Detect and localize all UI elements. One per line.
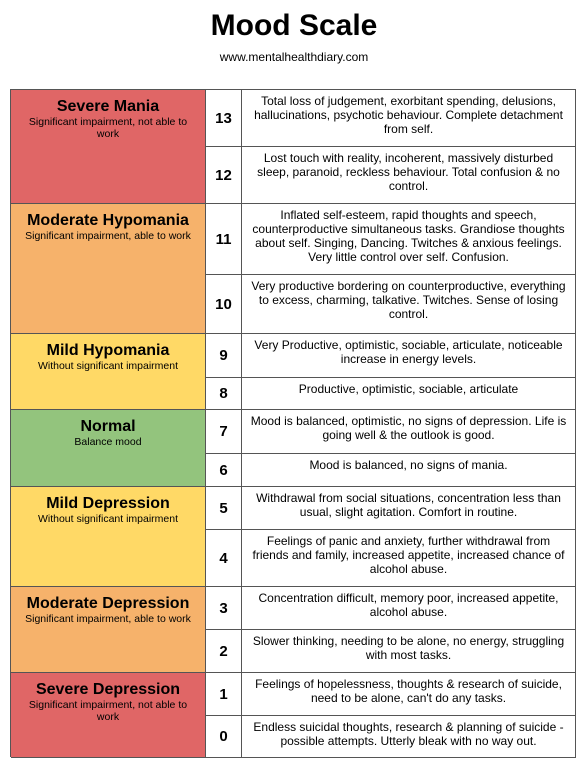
category-name: Severe Depression <box>35 681 181 698</box>
table-row <box>11 410 576 454</box>
table-row <box>11 673 576 716</box>
level-number: 2 <box>206 630 242 673</box>
level-description: Mood is balanced, optimistic, no signs of depression. Life is going well & the outlook is good. <box>242 410 576 454</box>
level-description: Concentration difficult, memory poor, increased appetite, alcohol abuse. <box>242 587 576 630</box>
category-description: Significant impairment, able to work <box>25 613 191 625</box>
level-number: 0 <box>206 716 242 758</box>
level-number: 7 <box>206 410 242 454</box>
category-description: Without significant impairment <box>37 513 179 525</box>
source-url: www.mentalhealthdiary.com <box>219 50 369 64</box>
table-row <box>11 275 576 334</box>
level-description: Total loss of judgement, exorbitant spending, delusions, hallucinations, psychotic behaviour. Complete detachment from self. <box>242 90 576 147</box>
level-number: 9 <box>206 334 242 378</box>
level-description: Very productive bordering on counterproductive, everything to excess, charming, talkative. Twitches. Sense of losing control. <box>242 275 576 334</box>
table-row <box>11 487 576 530</box>
category-name: Mild Depression <box>46 495 170 512</box>
category-name: Mild Hypomania <box>46 342 170 359</box>
level-description: Productive, optimistic, sociable, articulate <box>242 378 576 410</box>
table-row <box>11 530 576 587</box>
level-number: 4 <box>206 530 242 587</box>
table-row <box>11 454 576 487</box>
table-row <box>11 204 576 275</box>
table-row <box>11 378 576 410</box>
level-description: Feelings of panic and anxiety, further withdrawal from friends and family, increased appetite, increased chance of alcohol abuse. <box>242 530 576 587</box>
level-number: 3 <box>206 587 242 630</box>
category-name: Moderate Depression <box>26 595 190 612</box>
page-title: Mood Scale <box>210 9 378 42</box>
level-description: Inflated self-esteem, rapid thoughts and speech, counterproductive simultaneous tasks. Grandiose thoughts about self. Singing, Dancing. Twitches & anxious feelings. Very little control over self. Confusion. <box>242 204 576 275</box>
table-row <box>11 90 576 147</box>
level-number: 5 <box>206 487 242 530</box>
category-name: Normal <box>80 418 136 435</box>
category-description: Balance mood <box>74 436 142 448</box>
category-description: Significant impairment, not able to work <box>28 116 188 140</box>
category-description: Significant impairment, not able to work <box>28 699 188 723</box>
level-number: 8 <box>206 378 242 410</box>
level-description: Lost touch with reality, incoherent, massively disturbed sleep, paranoid, reckless behaviour. Total confusion & no control. <box>242 147 576 204</box>
table-row <box>11 630 576 673</box>
table-row <box>11 716 576 758</box>
mood-scale-table <box>10 89 576 757</box>
table-row <box>11 147 576 204</box>
category-description: Without significant impairment <box>37 360 179 372</box>
level-number: 6 <box>206 454 242 487</box>
category-name: Severe Mania <box>56 98 160 115</box>
level-number: 11 <box>206 204 242 275</box>
level-description: Endless suicidal thoughts, research & planning of suicide - possible attempts. Utterly bleak with no way out. <box>242 716 576 758</box>
table-row <box>11 587 576 630</box>
category-name: Moderate Hypomania <box>27 212 189 229</box>
level-description: Very Productive, optimistic, sociable, articulate, noticeable increase in energy levels. <box>242 334 576 378</box>
level-number: 12 <box>206 147 242 204</box>
category-description: Significant impairment, able to work <box>25 230 191 242</box>
level-number: 1 <box>206 673 242 716</box>
level-description: Withdrawal from social situations, concentration less than usual, slight agitation. Comfort in routine. <box>242 487 576 530</box>
table-row <box>11 334 576 378</box>
level-description: Feelings of hopelessness, thoughts & research of suicide, need to be alone, can't do any tasks. <box>242 673 576 716</box>
level-description: Slower thinking, needing to be alone, no energy, struggling with most tasks. <box>242 630 576 673</box>
level-number: 13 <box>206 90 242 147</box>
level-number: 10 <box>206 275 242 334</box>
level-description: Mood is balanced, no signs of mania. <box>242 454 576 487</box>
